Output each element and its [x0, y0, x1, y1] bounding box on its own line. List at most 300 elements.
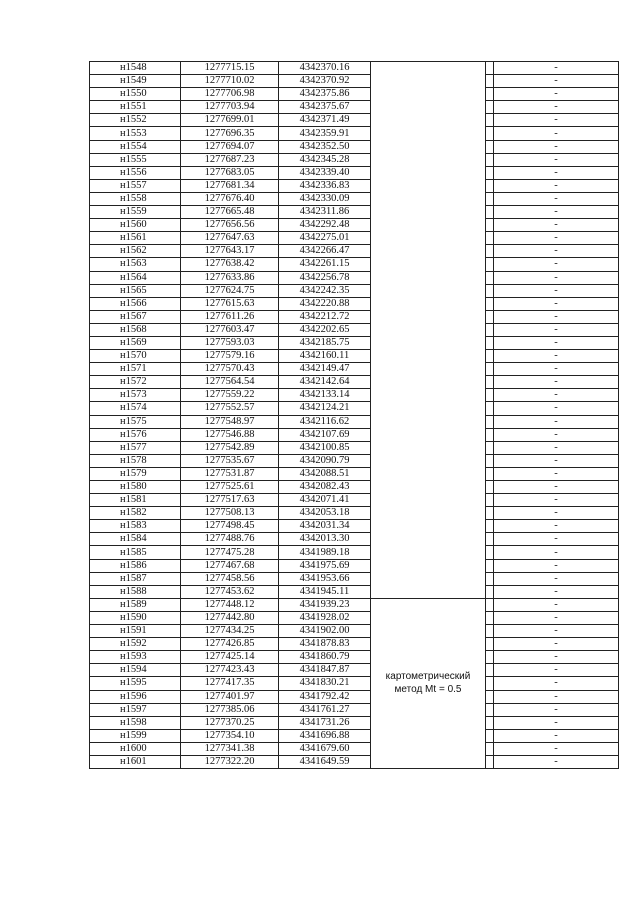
method-cell-empty — [371, 101, 486, 114]
method-cell-empty — [371, 271, 486, 284]
table-row — [90, 284, 619, 297]
accuracy-cell: - — [494, 520, 619, 533]
y-coordinate-cell: 4341975.69 — [279, 559, 371, 572]
point-id-cell: н1548 — [90, 62, 181, 75]
x-coordinate-cell: 1277615.63 — [181, 297, 279, 310]
accuracy-cell: - — [494, 219, 619, 232]
accuracy-cell: - — [494, 284, 619, 297]
narrow-cell — [486, 297, 494, 310]
narrow-cell — [486, 402, 494, 415]
x-coordinate-cell: 1277535.67 — [181, 454, 279, 467]
x-coordinate-cell: 1277322.20 — [181, 755, 279, 768]
accuracy-cell: - — [494, 703, 619, 716]
table-row — [90, 75, 619, 88]
table-row — [90, 232, 619, 245]
point-id-cell: н1588 — [90, 585, 181, 598]
y-coordinate-cell: 4342345.28 — [279, 153, 371, 166]
point-id-cell: н1600 — [90, 742, 181, 755]
narrow-cell — [486, 546, 494, 559]
y-coordinate-cell: 4342053.18 — [279, 507, 371, 520]
point-id-cell: н1577 — [90, 441, 181, 454]
narrow-cell — [486, 481, 494, 494]
y-coordinate-cell: 4342359.91 — [279, 127, 371, 140]
table-row — [90, 258, 619, 271]
x-coordinate-cell: 1277423.43 — [181, 664, 279, 677]
point-id-cell: н1562 — [90, 245, 181, 258]
y-coordinate-cell: 4341847.87 — [279, 664, 371, 677]
coordinates-table — [89, 61, 619, 769]
method-cell-empty — [371, 153, 486, 166]
x-coordinate-cell: 1277542.89 — [181, 441, 279, 454]
x-coordinate-cell: 1277426.85 — [181, 638, 279, 651]
accuracy-cell: - — [494, 376, 619, 389]
accuracy-cell: - — [494, 546, 619, 559]
x-coordinate-cell: 1277508.13 — [181, 507, 279, 520]
x-coordinate-cell: 1277531.87 — [181, 467, 279, 480]
x-coordinate-cell: 1277552.57 — [181, 402, 279, 415]
point-id-cell: н1595 — [90, 677, 181, 690]
narrow-cell — [486, 729, 494, 742]
table-row — [90, 192, 619, 205]
method-cell-empty — [371, 389, 486, 402]
point-id-cell: н1555 — [90, 153, 181, 166]
table-row — [90, 611, 619, 624]
x-coordinate-cell: 1277525.61 — [181, 481, 279, 494]
point-id-cell: н1567 — [90, 310, 181, 323]
table-row — [90, 520, 619, 533]
table-row — [90, 127, 619, 140]
table-row — [90, 323, 619, 336]
y-coordinate-cell: 4342370.16 — [279, 62, 371, 75]
narrow-cell — [486, 88, 494, 101]
y-coordinate-cell: 4342256.78 — [279, 271, 371, 284]
point-id-cell: н1592 — [90, 638, 181, 651]
narrow-cell — [486, 192, 494, 205]
point-id-cell: н1591 — [90, 625, 181, 638]
narrow-cell — [486, 232, 494, 245]
accuracy-cell: - — [494, 336, 619, 349]
method-cell-empty — [371, 88, 486, 101]
x-coordinate-cell: 1277498.45 — [181, 520, 279, 533]
point-id-cell: н1560 — [90, 219, 181, 232]
narrow-cell — [486, 219, 494, 232]
accuracy-cell: - — [494, 625, 619, 638]
method-cell-empty — [371, 62, 486, 75]
table-row — [90, 245, 619, 258]
narrow-cell — [486, 101, 494, 114]
y-coordinate-cell: 4341761.27 — [279, 703, 371, 716]
method-cell-empty — [371, 310, 486, 323]
table-row — [90, 481, 619, 494]
y-coordinate-cell: 4342375.67 — [279, 101, 371, 114]
accuracy-cell: - — [494, 716, 619, 729]
y-coordinate-cell: 4342116.62 — [279, 415, 371, 428]
accuracy-cell: - — [494, 611, 619, 624]
method-cell-empty — [371, 572, 486, 585]
table-row — [90, 350, 619, 363]
point-id-cell: н1572 — [90, 376, 181, 389]
method-cell-empty — [371, 127, 486, 140]
point-id-cell: н1582 — [90, 507, 181, 520]
accuracy-cell: - — [494, 310, 619, 323]
accuracy-cell: - — [494, 690, 619, 703]
x-coordinate-cell: 1277564.54 — [181, 376, 279, 389]
method-cell-empty — [371, 192, 486, 205]
narrow-cell — [486, 716, 494, 729]
point-id-cell: н1580 — [90, 481, 181, 494]
table-row — [90, 572, 619, 585]
method-cell-empty — [371, 336, 486, 349]
y-coordinate-cell: 4341731.26 — [279, 716, 371, 729]
method-cell-empty — [371, 546, 486, 559]
point-id-cell: н1599 — [90, 729, 181, 742]
point-id-cell: н1581 — [90, 494, 181, 507]
method-cell-empty — [371, 219, 486, 232]
table-row — [90, 638, 619, 651]
point-id-cell: н1594 — [90, 664, 181, 677]
narrow-cell — [486, 677, 494, 690]
method-cell-empty — [371, 232, 486, 245]
point-id-cell: н1569 — [90, 336, 181, 349]
x-coordinate-cell: 1277548.97 — [181, 415, 279, 428]
y-coordinate-cell: 4342311.86 — [279, 206, 371, 219]
narrow-cell — [486, 376, 494, 389]
narrow-cell — [486, 467, 494, 480]
y-coordinate-cell: 4342090.79 — [279, 454, 371, 467]
y-coordinate-cell: 4342370.92 — [279, 75, 371, 88]
accuracy-cell: - — [494, 572, 619, 585]
method-cell-empty — [371, 350, 486, 363]
narrow-cell — [486, 559, 494, 572]
narrow-cell — [486, 494, 494, 507]
table-row — [90, 153, 619, 166]
y-coordinate-cell: 4341945.11 — [279, 585, 371, 598]
narrow-cell — [486, 350, 494, 363]
point-id-cell: н1550 — [90, 88, 181, 101]
method-cell-empty — [371, 323, 486, 336]
point-id-cell: н1557 — [90, 179, 181, 192]
method-cell-empty — [371, 415, 486, 428]
table-row — [90, 101, 619, 114]
table-row — [90, 467, 619, 480]
y-coordinate-cell: 4341989.18 — [279, 546, 371, 559]
point-id-cell: н1587 — [90, 572, 181, 585]
method-cell-empty — [371, 206, 486, 219]
narrow-cell — [486, 166, 494, 179]
accuracy-cell: - — [494, 206, 619, 219]
point-id-cell: н1596 — [90, 690, 181, 703]
narrow-cell — [486, 611, 494, 624]
narrow-cell — [486, 585, 494, 598]
accuracy-cell: - — [494, 166, 619, 179]
table-row — [90, 336, 619, 349]
narrow-cell — [486, 428, 494, 441]
table-row — [90, 546, 619, 559]
accuracy-cell: - — [494, 350, 619, 363]
x-coordinate-cell: 1277401.97 — [181, 690, 279, 703]
method-cell-empty — [371, 258, 486, 271]
method-cell-empty — [371, 114, 486, 127]
method-cell-empty — [371, 454, 486, 467]
y-coordinate-cell: 4341696.88 — [279, 729, 371, 742]
narrow-cell — [486, 179, 494, 192]
x-coordinate-cell: 1277643.17 — [181, 245, 279, 258]
y-coordinate-cell: 4342160.11 — [279, 350, 371, 363]
table-row — [90, 703, 619, 716]
table-row — [90, 363, 619, 376]
y-coordinate-cell: 4342142.64 — [279, 376, 371, 389]
x-coordinate-cell: 1277385.06 — [181, 703, 279, 716]
narrow-cell — [486, 336, 494, 349]
y-coordinate-cell: 4342133.14 — [279, 389, 371, 402]
method-cell: картометрический метод Mt = 0.5 — [371, 598, 486, 768]
y-coordinate-cell: 4342242.35 — [279, 284, 371, 297]
accuracy-cell: - — [494, 467, 619, 480]
x-coordinate-cell: 1277458.56 — [181, 572, 279, 585]
narrow-cell — [486, 572, 494, 585]
table-row — [90, 664, 619, 677]
table-row — [90, 271, 619, 284]
point-id-cell: н1586 — [90, 559, 181, 572]
y-coordinate-cell: 4342275.01 — [279, 232, 371, 245]
narrow-cell — [486, 323, 494, 336]
x-coordinate-cell: 1277442.80 — [181, 611, 279, 624]
x-coordinate-cell: 1277570.43 — [181, 363, 279, 376]
x-coordinate-cell: 1277699.01 — [181, 114, 279, 127]
narrow-cell — [486, 454, 494, 467]
x-coordinate-cell: 1277603.47 — [181, 323, 279, 336]
table-row — [90, 755, 619, 768]
accuracy-cell: - — [494, 507, 619, 520]
x-coordinate-cell: 1277715.15 — [181, 62, 279, 75]
x-coordinate-cell: 1277354.10 — [181, 729, 279, 742]
y-coordinate-cell: 4341928.02 — [279, 611, 371, 624]
method-cell-empty — [371, 467, 486, 480]
narrow-cell — [486, 389, 494, 402]
point-id-cell: н1566 — [90, 297, 181, 310]
table-row — [90, 585, 619, 598]
y-coordinate-cell: 4342088.51 — [279, 467, 371, 480]
point-id-cell: н1598 — [90, 716, 181, 729]
x-coordinate-cell: 1277611.26 — [181, 310, 279, 323]
point-id-cell: н1564 — [90, 271, 181, 284]
table-row — [90, 441, 619, 454]
x-coordinate-cell: 1277710.02 — [181, 75, 279, 88]
method-cell-empty — [371, 166, 486, 179]
accuracy-cell: - — [494, 664, 619, 677]
table-row — [90, 454, 619, 467]
y-coordinate-cell: 4342202.65 — [279, 323, 371, 336]
table-row — [90, 598, 619, 611]
y-coordinate-cell: 4341649.59 — [279, 755, 371, 768]
point-id-cell: н1553 — [90, 127, 181, 140]
table-row — [90, 62, 619, 75]
narrow-cell — [486, 245, 494, 258]
x-coordinate-cell: 1277341.38 — [181, 742, 279, 755]
narrow-cell — [486, 114, 494, 127]
narrow-cell — [486, 520, 494, 533]
x-coordinate-cell: 1277681.34 — [181, 179, 279, 192]
y-coordinate-cell: 4342082.43 — [279, 481, 371, 494]
y-coordinate-cell: 4342212.72 — [279, 310, 371, 323]
narrow-cell — [486, 651, 494, 664]
method-cell-empty — [371, 507, 486, 520]
y-coordinate-cell: 4342261.15 — [279, 258, 371, 271]
x-coordinate-cell: 1277467.68 — [181, 559, 279, 572]
x-coordinate-cell: 1277417.35 — [181, 677, 279, 690]
accuracy-cell: - — [494, 232, 619, 245]
accuracy-cell: - — [494, 441, 619, 454]
method-cell-empty — [371, 402, 486, 415]
x-coordinate-cell: 1277676.40 — [181, 192, 279, 205]
y-coordinate-cell: 4341953.66 — [279, 572, 371, 585]
point-id-cell: н1590 — [90, 611, 181, 624]
method-cell-empty — [371, 179, 486, 192]
y-coordinate-cell: 4341679.60 — [279, 742, 371, 755]
x-coordinate-cell: 1277475.28 — [181, 546, 279, 559]
narrow-cell — [486, 507, 494, 520]
method-cell-empty — [371, 494, 486, 507]
table-row — [90, 206, 619, 219]
y-coordinate-cell: 4342185.75 — [279, 336, 371, 349]
point-id-cell: н1589 — [90, 598, 181, 611]
narrow-cell — [486, 363, 494, 376]
x-coordinate-cell: 1277546.88 — [181, 428, 279, 441]
x-coordinate-cell: 1277633.86 — [181, 271, 279, 284]
point-id-cell: н1583 — [90, 520, 181, 533]
x-coordinate-cell: 1277425.14 — [181, 651, 279, 664]
accuracy-cell: - — [494, 114, 619, 127]
point-id-cell: н1558 — [90, 192, 181, 205]
method-cell-empty — [371, 284, 486, 297]
table-row — [90, 297, 619, 310]
x-coordinate-cell: 1277656.56 — [181, 219, 279, 232]
table-row — [90, 140, 619, 153]
y-coordinate-cell: 4341792.42 — [279, 690, 371, 703]
accuracy-cell: - — [494, 598, 619, 611]
point-id-cell: н1579 — [90, 467, 181, 480]
method-cell-empty — [371, 559, 486, 572]
point-id-cell: н1568 — [90, 323, 181, 336]
y-coordinate-cell: 4342339.40 — [279, 166, 371, 179]
accuracy-cell: - — [494, 402, 619, 415]
point-id-cell: н1575 — [90, 415, 181, 428]
narrow-cell — [486, 598, 494, 611]
accuracy-cell: - — [494, 127, 619, 140]
x-coordinate-cell: 1277683.05 — [181, 166, 279, 179]
point-id-cell: н1561 — [90, 232, 181, 245]
accuracy-cell: - — [494, 323, 619, 336]
x-coordinate-cell: 1277624.75 — [181, 284, 279, 297]
narrow-cell — [486, 664, 494, 677]
narrow-cell — [486, 625, 494, 638]
accuracy-cell: - — [494, 297, 619, 310]
accuracy-cell: - — [494, 389, 619, 402]
method-cell-empty — [371, 533, 486, 546]
x-coordinate-cell: 1277453.62 — [181, 585, 279, 598]
point-id-cell: н1574 — [90, 402, 181, 415]
method-cell-empty — [371, 376, 486, 389]
y-coordinate-cell: 4342071.41 — [279, 494, 371, 507]
y-coordinate-cell: 4341830.21 — [279, 677, 371, 690]
y-coordinate-cell: 4342013.30 — [279, 533, 371, 546]
accuracy-cell: - — [494, 75, 619, 88]
point-id-cell: н1576 — [90, 428, 181, 441]
y-coordinate-cell: 4342292.48 — [279, 219, 371, 232]
table-row — [90, 310, 619, 323]
point-id-cell: н1597 — [90, 703, 181, 716]
table-row — [90, 402, 619, 415]
coordinates-table-body — [90, 62, 619, 769]
y-coordinate-cell: 4341878.83 — [279, 638, 371, 651]
method-cell-empty — [371, 297, 486, 310]
x-coordinate-cell: 1277703.94 — [181, 101, 279, 114]
point-id-cell: н1551 — [90, 101, 181, 114]
x-coordinate-cell: 1277647.63 — [181, 232, 279, 245]
accuracy-cell: - — [494, 533, 619, 546]
accuracy-cell: - — [494, 651, 619, 664]
x-coordinate-cell: 1277517.63 — [181, 494, 279, 507]
narrow-cell — [486, 755, 494, 768]
table-row — [90, 219, 619, 232]
y-coordinate-cell: 4342375.86 — [279, 88, 371, 101]
method-cell-empty — [371, 75, 486, 88]
table-row — [90, 690, 619, 703]
x-coordinate-cell: 1277638.42 — [181, 258, 279, 271]
accuracy-cell: - — [494, 192, 619, 205]
accuracy-cell: - — [494, 729, 619, 742]
x-coordinate-cell: 1277434.25 — [181, 625, 279, 638]
point-id-cell: н1565 — [90, 284, 181, 297]
table-row — [90, 716, 619, 729]
point-id-cell: н1573 — [90, 389, 181, 402]
point-id-cell: н1549 — [90, 75, 181, 88]
accuracy-cell: - — [494, 153, 619, 166]
table-row — [90, 428, 619, 441]
accuracy-cell: - — [494, 494, 619, 507]
table-row — [90, 742, 619, 755]
table-row — [90, 677, 619, 690]
accuracy-cell: - — [494, 140, 619, 153]
x-coordinate-cell: 1277579.16 — [181, 350, 279, 363]
accuracy-cell: - — [494, 271, 619, 284]
accuracy-cell: - — [494, 428, 619, 441]
narrow-cell — [486, 75, 494, 88]
table-row — [90, 729, 619, 742]
accuracy-cell: - — [494, 62, 619, 75]
y-coordinate-cell: 4342352.50 — [279, 140, 371, 153]
method-cell-empty — [371, 428, 486, 441]
table-row — [90, 507, 619, 520]
y-coordinate-cell: 4342330.09 — [279, 192, 371, 205]
accuracy-cell: - — [494, 755, 619, 768]
narrow-cell — [486, 690, 494, 703]
table-row — [90, 415, 619, 428]
method-cell-empty — [371, 245, 486, 258]
point-id-cell: н1552 — [90, 114, 181, 127]
method-cell-empty — [371, 520, 486, 533]
y-coordinate-cell: 4342266.47 — [279, 245, 371, 258]
y-coordinate-cell: 4341902.00 — [279, 625, 371, 638]
point-id-cell: н1556 — [90, 166, 181, 179]
narrow-cell — [486, 284, 494, 297]
x-coordinate-cell: 1277593.03 — [181, 336, 279, 349]
point-id-cell: н1578 — [90, 454, 181, 467]
y-coordinate-cell: 4342371.49 — [279, 114, 371, 127]
y-coordinate-cell: 4342100.85 — [279, 441, 371, 454]
method-cell-empty — [371, 481, 486, 494]
x-coordinate-cell: 1277665.48 — [181, 206, 279, 219]
